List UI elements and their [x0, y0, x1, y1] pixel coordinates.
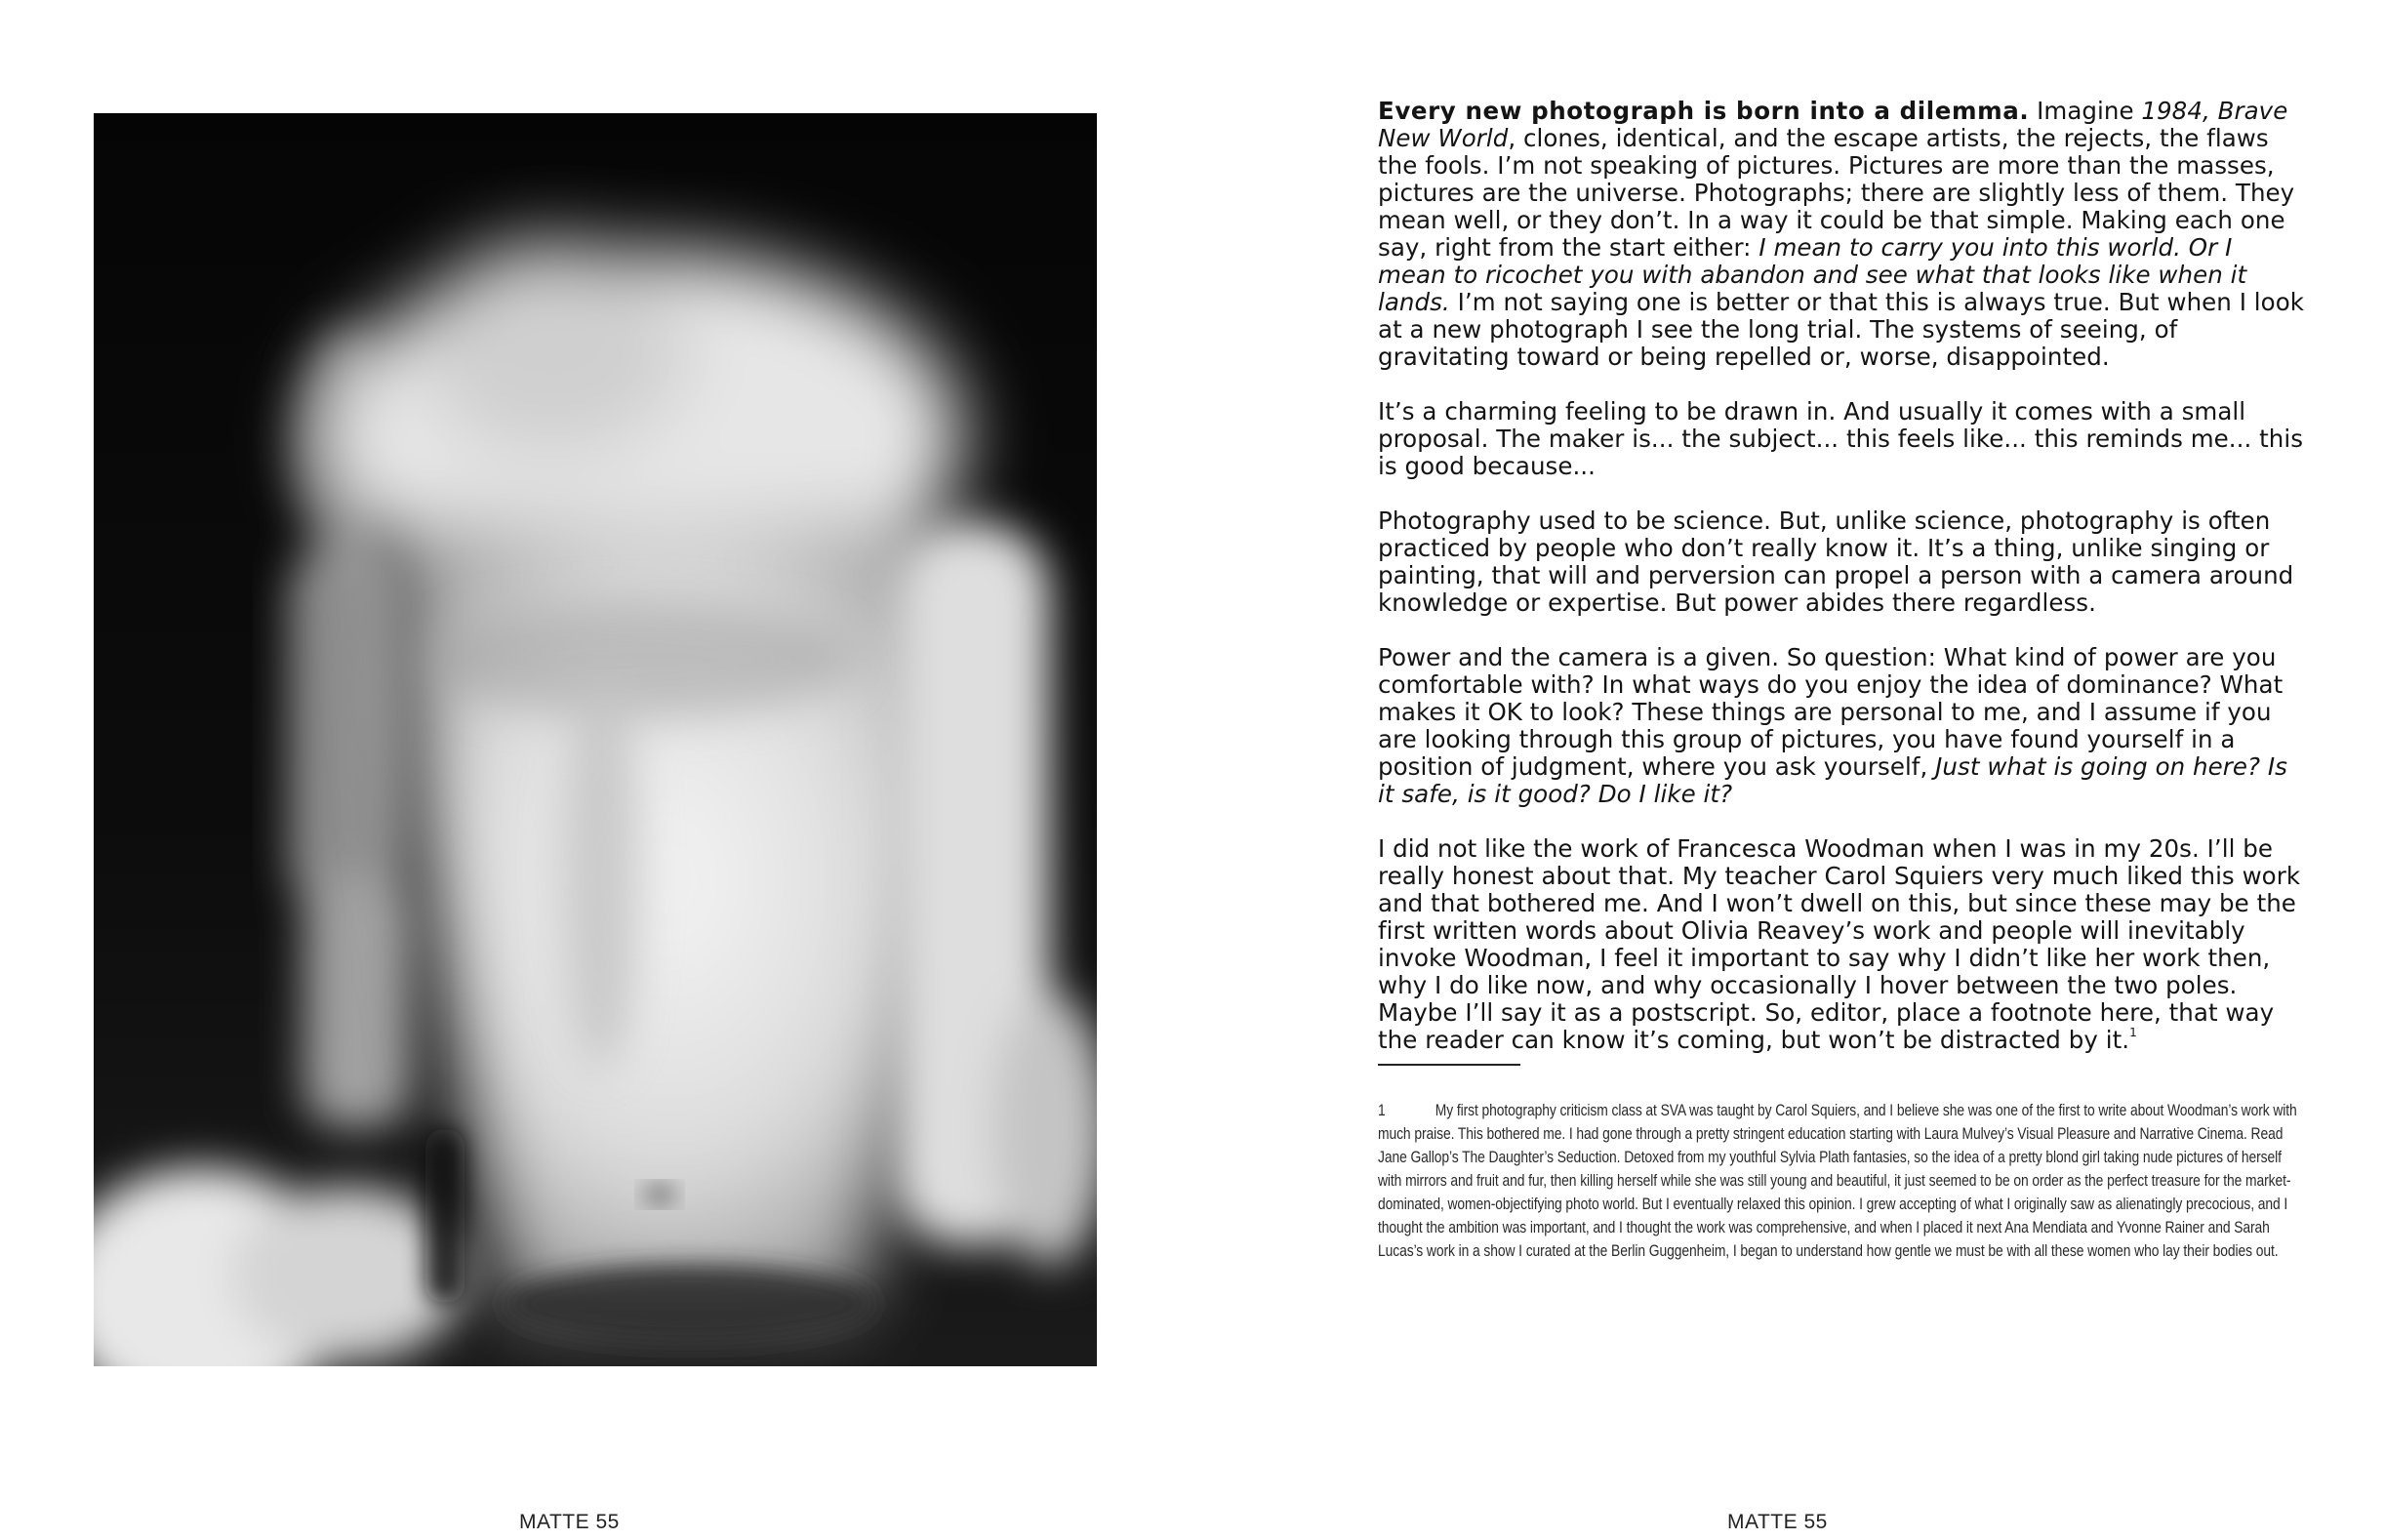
footnote [1378, 1099, 2308, 1263]
footnote-number: 1 [1378, 1102, 1386, 1119]
paragraph-3 [1378, 507, 2305, 617]
italic-run: I mean to carry you into this world. Or I mean to ricochet you with abandon and see what that looks like when it lands. [1378, 233, 2247, 316]
blurred-torso-photo [94, 113, 1097, 1366]
paragraph-5 [1378, 835, 2305, 1054]
paragraph-4 [1378, 644, 2305, 808]
text-run: Photography used to be science. But, unlike science, photography is often practiced by people who don’t really know it. It’s a thing, unlike singing or painting, that will and perversion can propel a person with a camera around knowledge or expertise. But power abides there regardless. [1378, 507, 2294, 617]
italic-run: Just what is going on here? Is it safe, is it good? Do I like it? [1378, 752, 2287, 808]
folio-right: MATTE 55 [1727, 1511, 1828, 1533]
text-run: It’s a charming feeling to be drawn in. And usually it comes with a small proposal. The maker is... the subject... this feels like... this reminds me... this is good because... [1378, 397, 2304, 480]
italic-run: 1984, Brave New World [1378, 97, 2288, 152]
footnote-marker[interactable]: 1 [2129, 1026, 2137, 1039]
text-run: , clones, identical, and the escape artists, the rejects, the flaws the fools. I’m not speaking of pictures. Pictures are more than the masses, pictures are the universe. Photographs; there are slightly less of them. They mean well, or they don’t. In a way it could be that simple. Making each one say, right from the start either: [1378, 124, 2295, 262]
lead-in: Every new photograph is born into a dilemma. [1378, 97, 2030, 125]
text-run: Imagine [2029, 97, 2142, 125]
footnote-divider [1378, 1064, 1520, 1066]
text-run: I did not like the work of Francesca Woodman when I was in my 20s. I’ll be really honest about that. My teacher Carol Squiers very much liked this work and that bothered me. And I won’t dwell on this, but since these may be the first written words about Olivia Reavey’s work and people will inevitably invoke Woodman, I feel it important to say why I didn’t like her work then, why I do like now, and why occasionally I hover between the two poles. Maybe I’ll say it as a postscript. So, editor, place a footnote here, that way the reader can know it’s coming, but won’t be distracted by it. [1378, 834, 2301, 1054]
footnote-text: My first photography criticism class at SVA was taught by Carol Squiers, and I believe she was one of the first to write about Woodman’s work with much praise. This bothered me. I had gone through a pretty stringent education starting with Laura Mulvey’s Visual Pleasure and Narrative Cinema. Read Jane Gallop’s The Daughter’s Seduction. Detoxed from my youthful Sylvia Plath fantasies, so the idea of a pretty blond girl taking nude pictures of herself with mirrors and fruit and fur, then killing herself while she was still young and beautiful, it just seemed to be on order as the perfect treasure for the market-dominated, women-objectifying photo world. But I eventually relaxed this opinion. I grew accepting of what I originally saw as alienatingly precocious, and I thought the ambition was important, and I thought the work was comprehensive, and when I placed it next Ana Mendiata and Yvonne Rainer and Sarah Lucas’s work in a show I curated at the Berlin Guggenheim, I began to understand how gentle we must be with all these women who lay their bodies out. [1378, 1102, 2297, 1260]
photo-icon [94, 113, 1097, 1366]
text-run: I’m not saying one is better or that this is always true. But when I look at a new photograph I see the long trial. The systems of seeing, of gravitating toward or being repelled or, worse, disappointed. [1378, 288, 2304, 371]
article-text-column [1378, 98, 2305, 1263]
paragraph-2 [1378, 398, 2305, 480]
folio-left: MATTE 55 [519, 1511, 620, 1533]
paragraph-1 [1378, 98, 2305, 371]
text-run: Power and the camera is a given. So question: What kind of power are you comfortable with? In what ways do you enjoy the idea of dominance? What makes it OK to look? These things are personal to me, and I assume if you are looking through this group of pictures, you have found yourself in a position of judgment, where you ask yourself, [1378, 643, 2284, 781]
